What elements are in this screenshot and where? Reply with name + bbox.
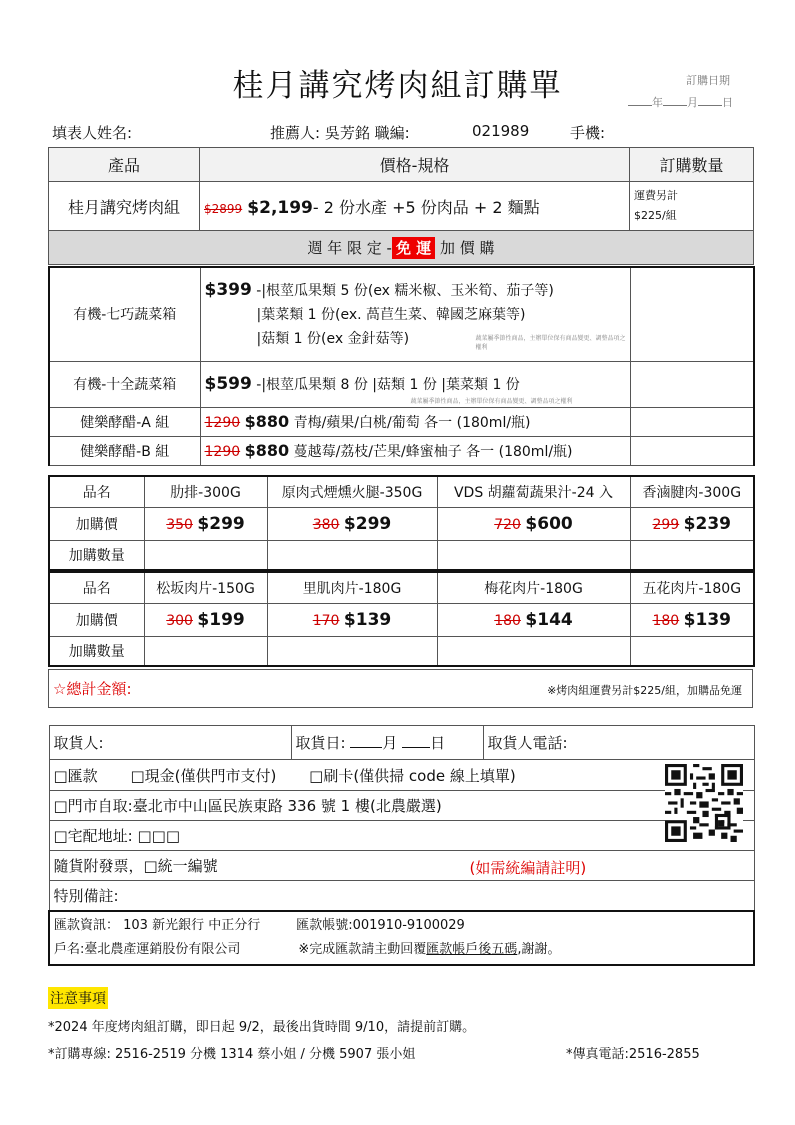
product-spec: - 2 份水產 +5 份肉品 + 2 麵點 <box>312 197 540 217</box>
grid-item-name: 肋排-300G <box>144 476 267 507</box>
grid-price: $299 <box>343 513 392 534</box>
grid-price: $144 <box>525 609 573 630</box>
notes-line-2: *訂購專線: 2516-2519 分機 1314 蔡小姐 / 分機 5907 張小姐 <box>48 1047 416 1062</box>
invoice-note: (如需統編請註明) <box>469 859 587 877</box>
label-price: 加購價 <box>49 603 144 636</box>
addon-name: 健樂酵醋-B 組 <box>49 436 200 465</box>
pay-remit-checkbox[interactable]: □匯款 <box>53 766 98 785</box>
product-name: 桂月講究烤肉組 <box>49 182 200 231</box>
label-item: 品名 <box>49 572 144 603</box>
grid-qty-field[interactable] <box>144 636 267 666</box>
addon-price: $880 <box>244 440 290 460</box>
receiver-phone-field[interactable]: 取貨人電話: <box>483 726 754 760</box>
bank-info: 匯款資訊： 103 新光銀行 中正分行 匯款帳號:001910-9100029 戶名:臺北農產運銷股份有限公司 ※完成匯款請主動回覆匯款帳戶後五碼,謝謝。 <box>49 911 754 965</box>
addon-name: 有機-十全蔬菜箱 <box>49 361 200 407</box>
addon-qty-field[interactable] <box>630 267 754 361</box>
label-price: 加購價 <box>49 507 144 540</box>
grid-qty-field[interactable] <box>267 636 437 666</box>
grid-qty-field[interactable] <box>630 636 754 666</box>
label-item: 品名 <box>49 476 144 507</box>
pickup-date-field[interactable]: 取貨日: 月 日 <box>291 726 483 760</box>
addon-price: $599 <box>204 374 252 394</box>
addon-qty-field[interactable] <box>630 436 754 465</box>
phone-label: 手機: <box>570 124 606 142</box>
grid-price: $139 <box>683 609 731 630</box>
addon-qty-field[interactable] <box>630 407 754 436</box>
grid-price: $139 <box>343 609 392 630</box>
notes-title: 注意事項 <box>48 987 108 1009</box>
col-price: 價格-規格 <box>200 148 630 182</box>
promo-banner: 週 年 限 定 - 免 運 加 價 購 <box>49 231 754 265</box>
total-field[interactable] <box>49 670 753 708</box>
grid-qty-field[interactable] <box>267 540 437 570</box>
addon-price: $399 <box>204 279 252 300</box>
seasonal-note: 蔬菜屬季節性商品，主辦單位保有商品變更、調整品項之權利 <box>410 397 573 405</box>
grid-item-name: 梅花肉片-180G <box>437 572 630 603</box>
col-product: 產品 <box>49 148 200 182</box>
fax-number: *傳真電話:2516-2855 <box>566 1047 700 1062</box>
total-label: ☆總計金額: <box>53 680 132 698</box>
grid-item-name: 松坂肉片-150G <box>144 572 267 603</box>
col-qty: 訂購數量 <box>630 148 754 182</box>
recommender-label: 推薦人: 吳芳銘 職編: <box>270 124 410 142</box>
free-shipping-badge: 免 運 <box>392 237 435 259</box>
addon-name: 有機-七巧蔬菜箱 <box>49 267 200 361</box>
order-date-field[interactable]: 年 月 日 <box>628 94 733 110</box>
invoice-field[interactable]: 隨貨附發票，□統一編號 (如需統編請註明) <box>49 851 754 881</box>
grid-price: $299 <box>197 513 245 534</box>
order-date-label: 訂購日期 <box>686 74 730 87</box>
grid-price: $600 <box>525 513 573 534</box>
qr-code-icon[interactable] <box>665 764 743 842</box>
shipping-fee: $225/組 <box>634 209 677 222</box>
grid-price: $239 <box>683 513 731 534</box>
grid-qty-field[interactable] <box>630 540 754 570</box>
qty-field[interactable] <box>630 182 754 231</box>
grid-qty-field[interactable] <box>437 540 630 570</box>
label-qty: 加購數量 <box>49 636 144 666</box>
shipping-footnote: ※烤肉組運費另計$225/組，加購品免運 <box>547 684 742 697</box>
addon-name: 健樂酵醋-A 組 <box>49 407 200 436</box>
grid-qty-field[interactable] <box>437 636 630 666</box>
grid-item-name: 香滷腱肉-300G <box>630 476 754 507</box>
addon-old-price: 1290 <box>204 414 241 431</box>
label-qty: 加購數量 <box>49 540 144 570</box>
addon-grid-2: 品名 松坂肉片-150G 里肌肉片-180G 梅花肉片-180G 五花肉片-180G 加購價 300 $199 170 $139 180 $144 180 $139 加購數量 <box>48 571 755 667</box>
pay-card-checkbox[interactable]: □刷卡(僅供掃 code 線上填單) <box>309 766 516 785</box>
delivery-address-field[interactable]: □宅配地址: □□□ <box>49 821 754 851</box>
grid-price: $199 <box>197 609 245 630</box>
product-table <box>48 147 754 265</box>
grid-item-name: 里肌肉片-180G <box>267 572 437 603</box>
addon-qty-field[interactable] <box>630 361 754 407</box>
grid-qty-field[interactable] <box>144 540 267 570</box>
product-price: $2,199 <box>247 197 313 218</box>
addon-price: $880 <box>244 411 290 431</box>
product-old-price: $2899 <box>204 201 243 216</box>
receiver-field[interactable]: 取貨人: <box>49 726 291 760</box>
remark-field[interactable]: 特別備註: <box>49 881 754 911</box>
addon-table: 有機-七巧蔬菜箱 $399 -|根莖瓜果類 5 份(ex 糯米椒、玉米筍、茄子等) |葉菜類 1 份(ex. 萵苣生菜、韓國芝麻葉等) |菇類 1 份(ex 金針菇等) 蔬菜屬季節性商品，主辦單位保有商品變更、調整品項之權利 有機-十全蔬菜箱 $599 -|根莖瓜果類 8 份 |菇類 1 份 |葉菜類 1 份 蔬菜屬季節性商品，主辦單位保有商品變更、調整品項之權利 健樂酵醋-A 組 1290 $880 青梅/蘋果/白桃/葡萄 各一 (180ml/瓶) 健樂酵醋-B 組 1290 $880 蔓越莓/荔枝/芒果/蜂蜜柚子 各一 (180ml/瓶) <box>48 266 755 466</box>
page-title: 桂月講究烤肉組訂購單 <box>232 68 563 104</box>
addon-grid-1: 品名 肋排-300G 原肉式煙燻火腿-350G VDS 胡蘿蔔蔬果汁-24 入 香滷腱肉-300G 加購價 350 $299 380 $299 720 $600 299 $239 加購數量 <box>48 475 755 571</box>
notes-line-1: *2024 年度烤肉組訂購，即日起 9/2，最後出貨時間 9/10，請提前訂購。 <box>48 1020 476 1035</box>
store-pickup-checkbox[interactable]: □門市自取:臺北市中山區民族東路 336 號 1 樓(北農嚴選) <box>49 791 754 821</box>
staff-number: 021989 <box>472 122 530 140</box>
seasonal-note: 蔬菜屬季節性商品，主辦單位保有商品變更、調整品項之權利 <box>475 335 626 351</box>
total-row <box>48 669 753 708</box>
grid-item-name: VDS 胡蘿蔔蔬果汁-24 入 <box>437 476 630 507</box>
addon-old-price: 1290 <box>204 443 241 460</box>
shipping-note: 運費另計 <box>634 189 678 202</box>
grid-item-name: 原肉式煙燻火腿-350G <box>267 476 437 507</box>
filler-name-label: 填表人姓名: <box>52 124 133 142</box>
pay-cash-checkbox[interactable]: □現金(僅供門市支付) <box>130 766 277 785</box>
grid-item-name: 五花肉片-180G <box>630 572 754 603</box>
pickup-table <box>48 725 755 966</box>
